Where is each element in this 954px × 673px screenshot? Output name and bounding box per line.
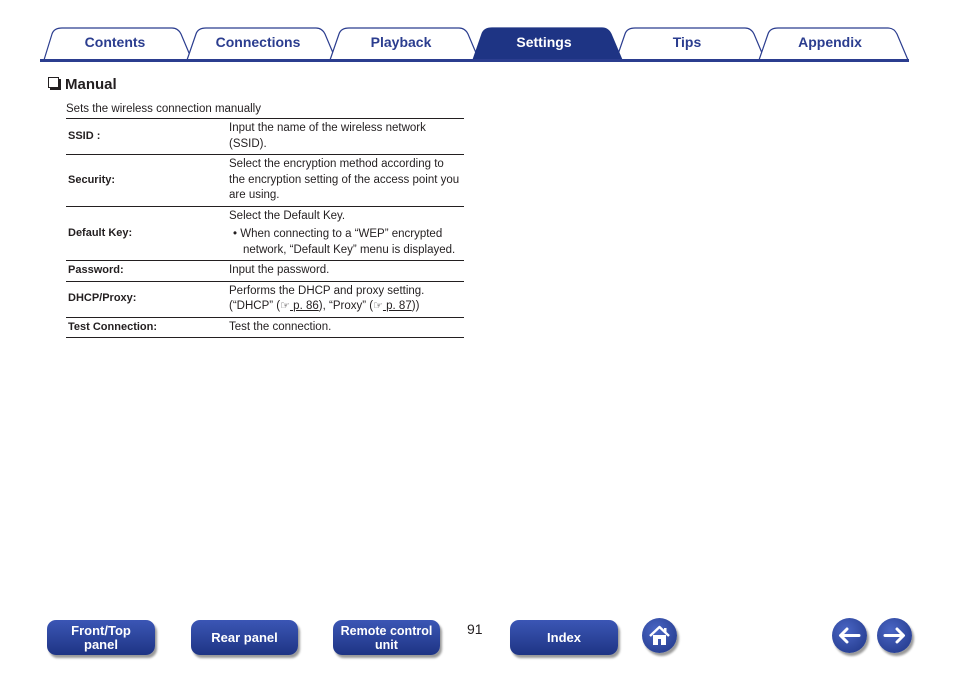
default-key-text: Select the Default Key. [229,209,346,222]
section-heading [48,76,117,93]
default-key-bullet: • When connecting to a “WEP” encrypted network, “Default Key” menu is displayed. [233,228,456,256]
rear-panel-label: Rear panel [211,629,278,645]
checkbox-square-icon [48,77,59,88]
table-row [66,261,464,282]
arrow-right-icon [877,618,912,653]
dhcp-ref-suffix: )) [411,300,420,312]
pointing-hand-icon: ☞ [280,300,290,312]
table-row [66,206,464,261]
front-top-panel-button[interactable] [47,620,155,655]
forward-button[interactable] [877,618,912,653]
top-tab-bar [0,0,954,64]
tab-baseline [40,59,909,62]
dhcp-text: Performs the DHCP and proxy setting. [229,284,425,297]
default-key-bullet-text: When connecting to a “WEP” encrypted network, “Default Key” menu is displayed. [240,228,456,256]
rear-panel-button[interactable] [191,620,298,655]
row-key-default-key: Default Key: [66,206,225,261]
row-key-test-connection: Test Connection: [66,317,225,338]
home-button[interactable] [642,618,677,653]
remote-control-label: Remote control unit [340,623,433,652]
row-value-dhcp [225,281,464,317]
row-key-dhcp: DHCP/Proxy: [66,281,225,317]
tab-appendix[interactable]: Appendix [798,34,862,50]
arrow-left-icon [832,618,867,653]
row-value-ssid: Input the name of the wireless network (SSID). [225,119,464,155]
tab-tips[interactable]: Tips [672,34,702,50]
row-key-ssid: SSID : [66,119,225,155]
index-label: Index [547,629,581,645]
table-row [66,317,464,338]
table-row [66,155,464,207]
tab-playback[interactable]: Playback [370,34,432,50]
index-button[interactable] [510,620,618,655]
tab-shapes [0,0,954,64]
settings-table [66,118,464,338]
home-icon [642,618,677,653]
tab-settings[interactable]: Settings [516,34,572,50]
row-value-test-connection: Test the connection. [225,317,464,338]
row-value-password: Input the password. [225,261,464,282]
section-title: Manual [65,76,117,93]
row-key-security: Security: [66,155,225,207]
dhcp-ref-middle: ), “Proxy” ( [318,300,374,312]
link-proxy-page[interactable]: p. 87 [382,300,412,312]
link-dhcp-page[interactable]: p. 86 [289,300,319,312]
tab-contents[interactable]: Contents [84,34,146,50]
tab-connections[interactable]: Connections [215,34,301,50]
front-top-panel-label: Front/Top panel [71,622,131,652]
row-key-password: Password: [66,261,225,282]
remote-control-unit-button[interactable] [333,620,440,655]
page-number: 91 [467,621,483,637]
row-value-default-key [225,206,464,261]
dhcp-ref-prefix: (“DHCP” ( [229,300,281,312]
pointing-hand-icon: ☞ [373,300,383,312]
table-row [66,119,464,155]
back-button[interactable] [832,618,867,653]
row-value-security: Select the encryption method according to the encryption setting of the access point you are using. [225,155,464,207]
table-row [66,281,464,317]
section-intro: Sets the wireless connection manually [66,103,261,115]
dhcp-refs [229,299,462,315]
